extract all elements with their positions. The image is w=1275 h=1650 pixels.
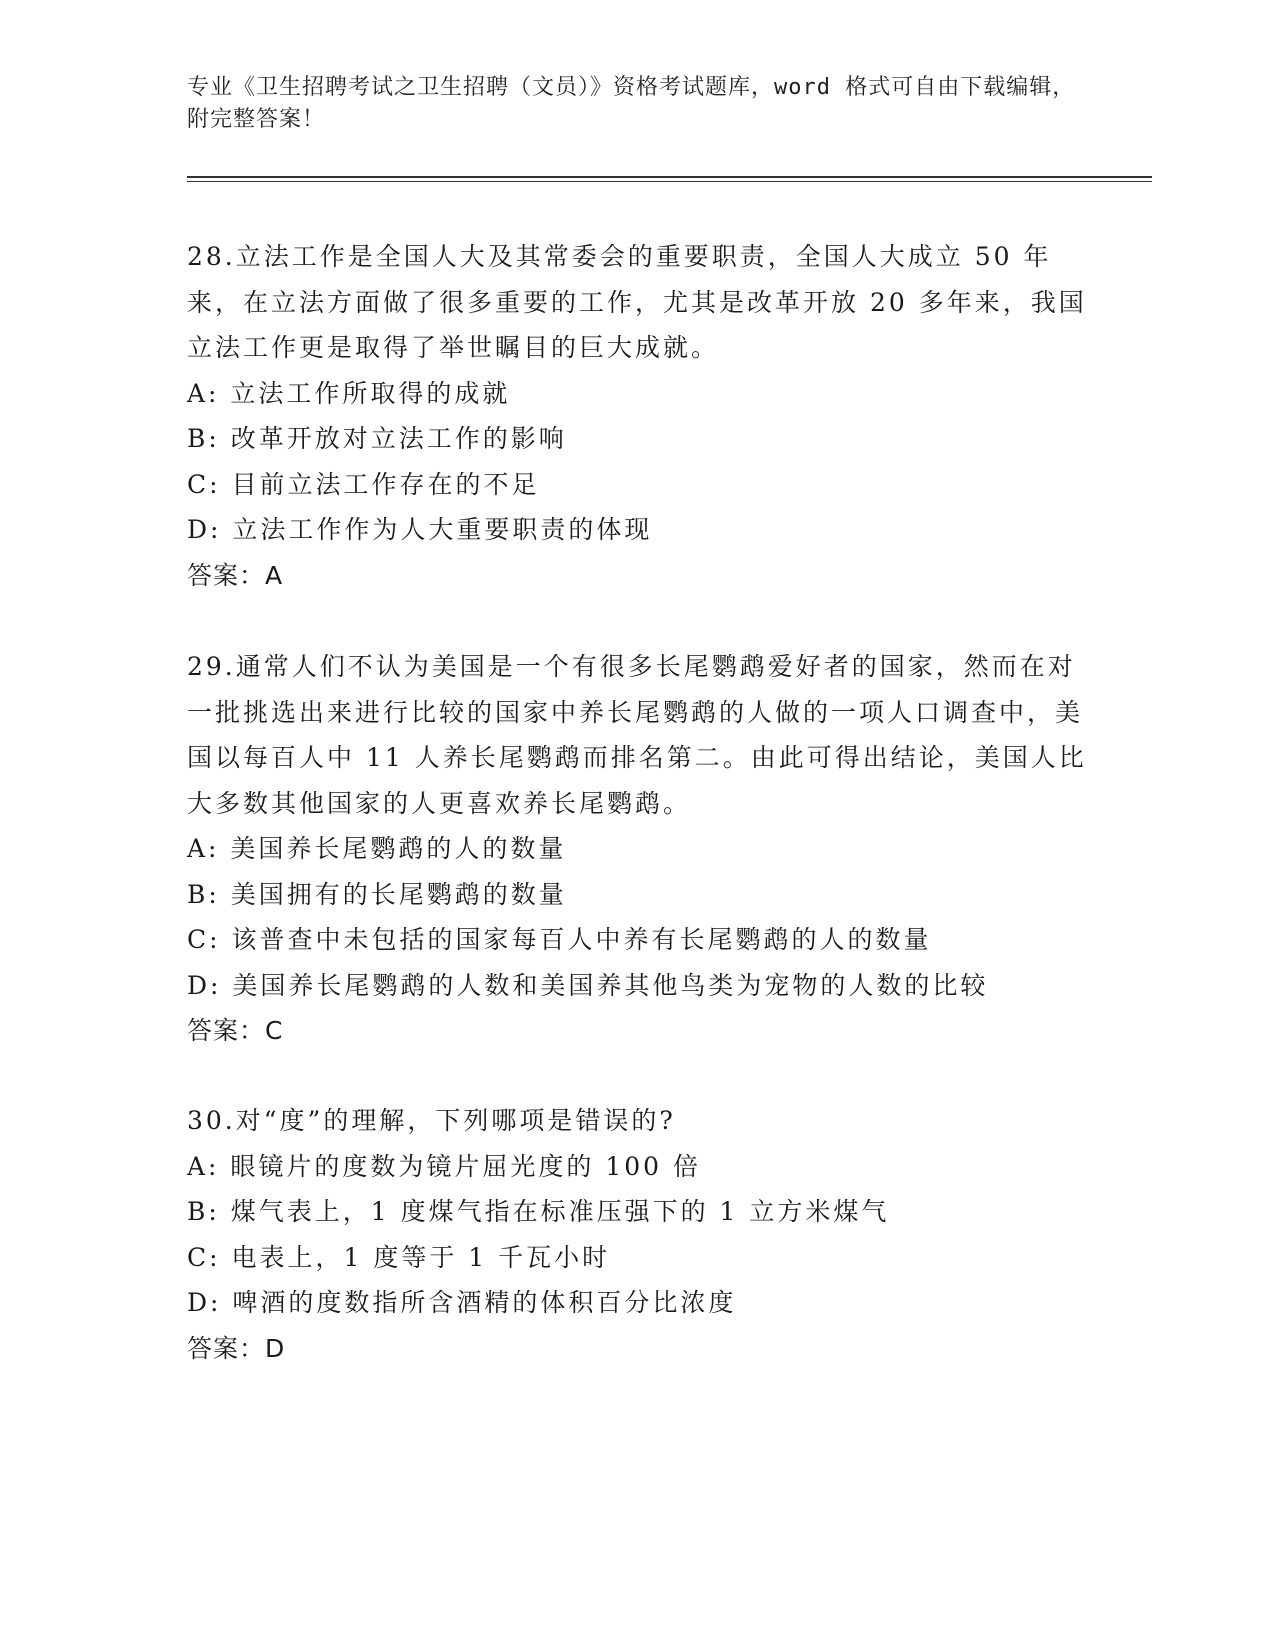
question-stem: 29.通常人们不认为美国是一个有很多长尾鹦鹉爱好者的国家，然而在对一批挑选出来进行比较的国家中养长尾鹦鹉的人做的一项人口调查中，美国以每百人中 11 人养长尾鹦鹉而排名第二。由此可得出结论，美国人比大多数其他国家的人更喜欢养长尾鹦鹉。 xyxy=(187,652,1087,818)
question-stem: 30.对“度”的理解，下列哪项是错误的? xyxy=(187,1106,676,1135)
answer-label: 答案：A xyxy=(187,560,284,590)
question-28 xyxy=(187,234,1087,598)
answer-label: 答案：D xyxy=(187,1333,286,1363)
header-divider xyxy=(187,176,1152,182)
option-b: B: 美国拥有的长尾鹦鹉的数量 xyxy=(187,879,567,909)
option-c: C: 目前立法工作存在的不足 xyxy=(187,469,540,499)
option-a: A: 立法工作所取得的成就 xyxy=(187,378,511,408)
option-c: C: 该普查中未包括的国家每百人中养有长尾鹦鹉的人的数量 xyxy=(187,925,932,954)
answer-label: 答案：C xyxy=(187,1016,284,1045)
option-b: B: 煤气表上，1 度煤气指在标准压强下的 1 立方米煤气 xyxy=(187,1197,890,1226)
option-d: D: 美国养长尾鹦鹉的人数和美国养其他鸟类为宠物的人数的比较 xyxy=(187,970,989,1000)
option-b: B: 改革开放对立法工作的影响 xyxy=(187,424,567,453)
option-a: A: 美国养长尾鹦鹉的人的数量 xyxy=(187,834,567,863)
option-d: D: 啤酒的度数指所含酒精的体积百分比浓度 xyxy=(187,1288,737,1317)
question-30 xyxy=(187,1098,1087,1371)
option-a: A: 眼镜片的度数为镜片屈光度的 100 倍 xyxy=(187,1151,702,1181)
question-stem: 28.立法工作是全国人大及其常委会的重要职责，全国人大成立 50 年来，在立法方面做了很多重要的工作，尤其是改革开放 20 多年来，我国立法工作更是取得了举世瞩目的巨大成就。 xyxy=(187,242,1087,362)
option-c: C: 电表上，1 度等于 1 千瓦小时 xyxy=(187,1242,611,1272)
page-header: 专业《卫生招聘考试之卫生招聘（文员）》资格考试题库，word 格式可自由下载编辑，附完整答案！ xyxy=(187,75,1076,132)
option-d: D: 立法工作作为人大重要职责的体现 xyxy=(187,515,653,544)
question-29 xyxy=(187,644,1087,1054)
